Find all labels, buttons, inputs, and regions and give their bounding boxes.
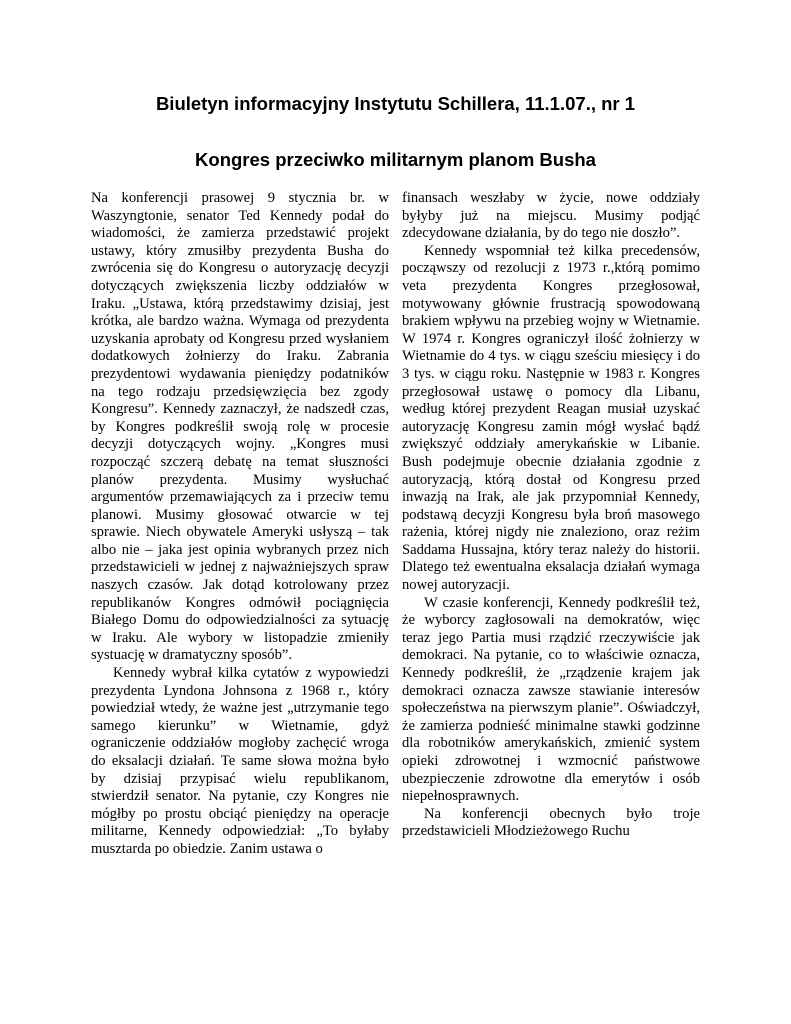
paragraph: W czasie konferencji, Kennedy podkreślił też, że wyborcy zagłosowali na demokratów, więc teraz jego Partia musi rządzić rzeczywiście jak demokraci. Na pytanie, co to właściwie oznacza, Kennedy podkreślił, że „rządzenie krajem jak demokraci oznacza zawsze stawianie interesów społeczeństwa na pierwszym planie”. Oświadczył, że zamierza podnieść minimalne stawki godzinne dla robotników amerykańskich, zmienić system opieki zdrowotnej i wzmocnić państwowe ubezpieczenie zdrowotne dla emerytów i osób niepełnosprawnych. — [402, 594, 700, 805]
article-headline: Kongres przeciwko militarnym planom Busha — [195, 149, 596, 170]
paragraph: Kennedy wybrał kilka cytatów z wypowiedzi prezydenta Lyndona Johnsona z 1968 r., który powiedział wtedy, że ważne jest „utrzymanie tego samego kierunku” w Wietnamie, gdyż ograniczenie oddziałów mogłoby zachęcić wroga do eksalacji działań. Te same słowa można było by dzisiaj przypisać wielu republikanom, stwierdził senator. Na pytanie, czy Kongres nie mógłby po prostu obciąć pieniędzy na operacje militarne, Kennedy odpowiedział: „To byłaby musztarda po obiedzie. Zanim ustawa o — [91, 665, 389, 857]
bulletin-title: Biuletyn informacyjny Instytutu Schillera, 11.1.07., nr 1 — [155, 93, 636, 114]
paragraph: Na konferencji prasowej 9 stycznia br. w Waszyngtonie, senator Ted Kennedy podał do wiadomości, że zamierza przedstawić projekt ustawy, który zmusiłby prezydenta Busha do zwrócenia się do Kongresu o autoryzację decyzji dotyczących zwiększenia liczby oddziałów w Iraku. „Ustawa, którą przedstawimy dzisiaj, jest krótka, ale bardzo ważna. Wymaga od prezydenta uzyskania aprobaty od Kongresu przed wysłaniem dodatkowych żołnierzy do Iraku. Zabrania prezydentowi wydawania pieniędzy podatników na tego rodzaju przedsięwzięcia bez zgody Kongresu”. Kennedy zaznaczył, że nadszedł czas, by Kongres podkreślił swoją rolę w procesie decyzji dotyczących wojny. „Kongres musi rozpocząć szczerą debatę na temat słuszności planów prezydenta. Musimy wysłuchać argumentów przemawiających za i przeciw temu planowi. Musimy głosować otwarcie w tej sprawie. Niech obywatele Ameryki usłyszą – tak albo nie – jaka jest opinia wybranych przez nich przedstawicieli w jednej z najważniejszych spraw naszych czasów. Jak dotąd kotrolowany przez republikanów Kongres odmówił pociągnięcia Białego Domu do odpowiedzialności za sytuację w Iraku. Ale wybory w listopadzie zmieniły systuację w dramatyczny sposób”. — [91, 190, 389, 664]
paragraph: Kennedy wspomniał też kilka precedensów, począwszy od rezolucji z 1973 r.,którą pomimo veta prezydenta Kongres przegłosował, motywowany głównie frustracją spowodowaną brakiem wpływu na przebieg wojny w Wietnamie. W 1974 r. Kongres ograniczył ilość żołnierzy w Wietnamie do 4 tys. w ciągu sześciu miesięcy i do 3 tys. w ciągu roku. Następnie w 1983 r. Kongres przegłosował ustawę o pomocy dla Libanu, według której prezydent Reagan musiał uzyskać autoryzację Kongresu zamin mógł wysłać bądź zwiększyć oddziały amerykańskie w Libanie. Bush podejmuje obecnie działania zgodnie z autoryzacją, którą dostał od Kongresu przed inwazją na Irak, ale jak przypomniał Kennedy, podstawą decyzji Kongresu była broń masowego rażenia, której nigdy nie znaleziono, oraz reżim Saddama Hussajna, który teraz należy do historii. Dlatego też ewentualna eksalacja działań wymaga nowej autoryzacji. — [402, 242, 700, 594]
left-column — [91, 190, 389, 859]
right-column — [402, 190, 700, 841]
paragraph: finansach weszłaby w życie, nowe oddziały byłyby już na miejscu. Musimy podjąć zdecydowane działania, by do tego nie doszło”. — [402, 190, 700, 242]
paragraph: Na konferencji obecnych było troje przedstawicieli Młodzieżowego Ruchu — [402, 805, 700, 840]
